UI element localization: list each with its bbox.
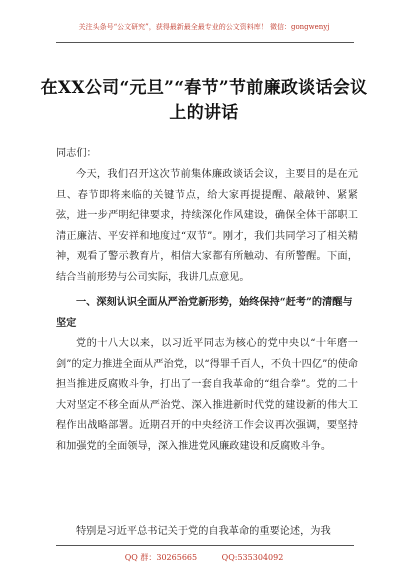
header-note: 关注头条号“公文研究”，获得最新最全最专业的公文资料库！ 微信：gongwenyj <box>78 23 330 31</box>
document-title: 在XX公司“元旦”“春节”节前廉政谈话会议上的讲话 <box>40 78 368 123</box>
footer-contact <box>0 552 408 563</box>
paragraph-continued: 特别是习近平总书记关于党的自我革命的重要论述，为我 <box>76 526 331 537</box>
paragraph-section-1: 党的十八大以来，以习近平同志为核心的党中央以“十年磨一剑”的定力推进全面从严治党，以“得罪千百人，不负十四亿”的使命担当推进反腐败斗争，打出了一套自我革命的“组合拳”。党的二十大对坚定不移全面从严治党、深入推进新时代党的建设新的伟大工程作出战略部署。近期召开的中央经济工作会议再次强调，要坚持和加强党的全面领导，深入推进党风廉政建设和反腐败斗争。 <box>56 338 358 452</box>
header-divider <box>56 42 354 43</box>
footer-qq: QQ:535304092 <box>221 553 284 562</box>
footer-qq-group: QQ 群：30265665 <box>124 553 198 562</box>
section-heading-1: 一、深刻认识全面从严治党新形势，始终保持“赶考”的清醒与坚定 <box>56 296 353 329</box>
footer-divider <box>56 545 354 546</box>
salutation: 同志们： <box>56 148 97 159</box>
paragraph-intro: 今天，我们召开这次节前集体廉政谈话会议，主要目的是在元旦、春节即将来临的关键节点，给大家再提提醒、敲敲钟、紧紧弦，进一步严明纪律要求，持续深化作风建设，确保全体干部职工清正廉洁、平安祥和地度过“双节”。刚才，我们共同学习了相关精神，观看了警示教育片，相信大家都有所触动、有所警醒。下面，结合当前形势与公司实际，我讲几点意见。 <box>56 169 358 283</box>
